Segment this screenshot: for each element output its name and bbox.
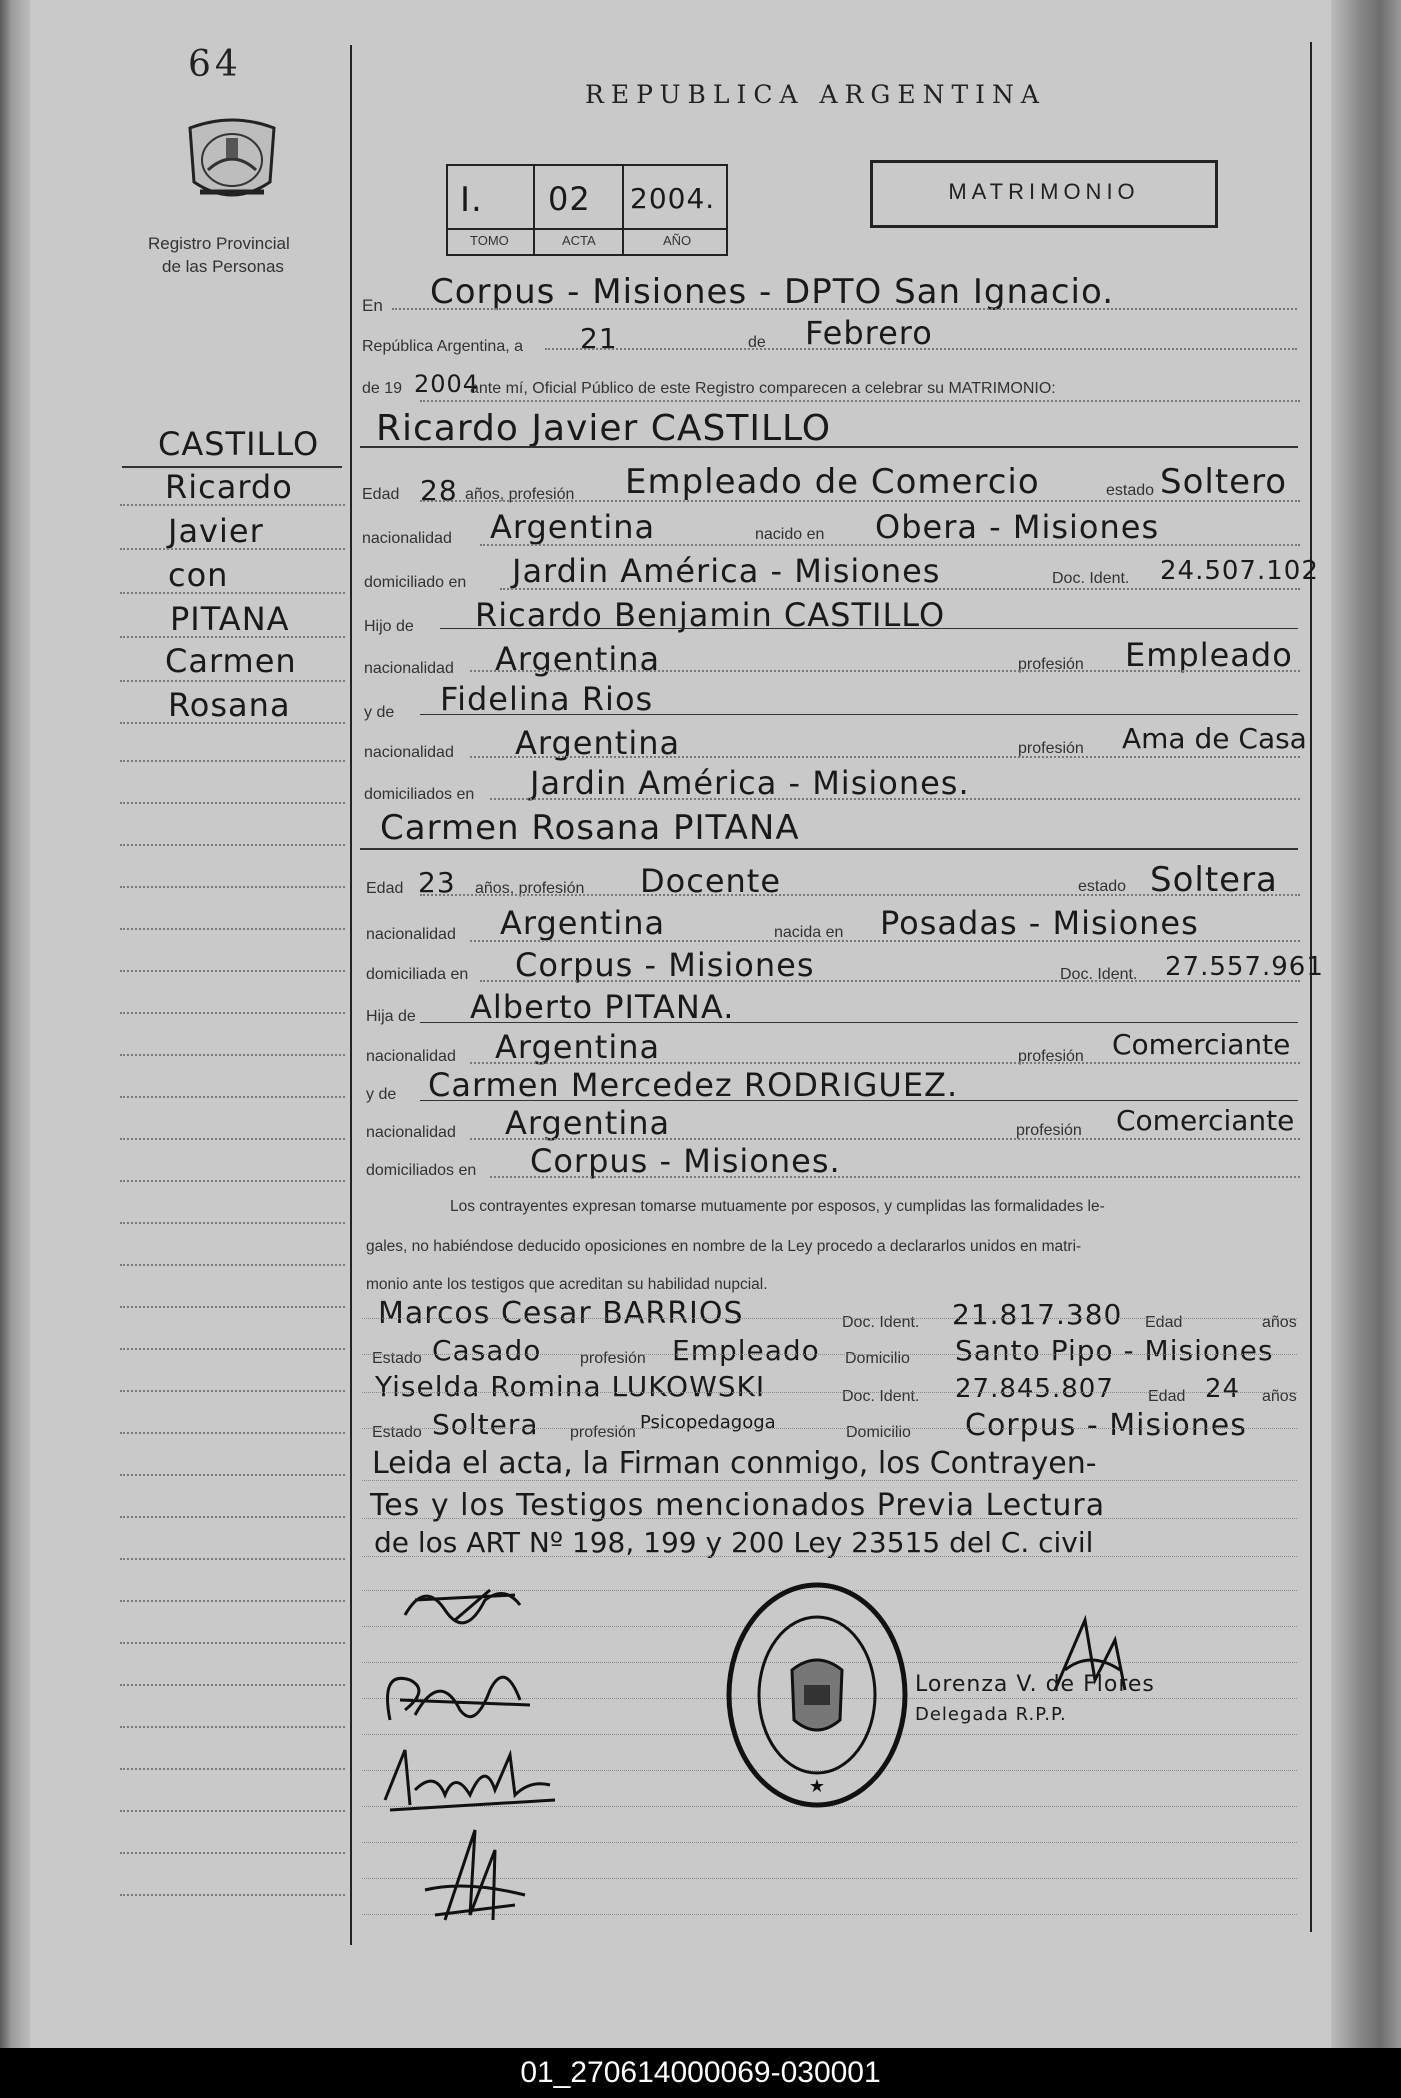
registry-line1: Registro Provincial — [148, 234, 290, 253]
groom-mother-prof-label: profesión — [1018, 740, 1084, 757]
margin-rule — [120, 1726, 345, 1728]
rule-line — [362, 1392, 1297, 1393]
dotted-line — [470, 940, 1300, 942]
witness2-doc-label: Doc. Ident. — [842, 1388, 920, 1405]
margin-rule — [120, 1642, 345, 1644]
margin-rule — [120, 1012, 345, 1014]
right-border — [1310, 42, 1312, 1932]
witness2-anos-label: años — [1262, 1388, 1297, 1405]
witness2-doc-number: 27.845.807 — [955, 1374, 1114, 1404]
margin-rule — [120, 970, 345, 972]
rule-line — [362, 1480, 1297, 1481]
book-spine — [0, 0, 30, 2048]
margin-rule — [120, 928, 345, 930]
margin-name-7: Rosana — [168, 686, 291, 724]
header-country: REPUBLICA ARGENTINA — [585, 80, 1046, 109]
dotted-line — [470, 1138, 1300, 1140]
bride-parents-domicile: Corpus - Misiones. — [530, 1142, 841, 1180]
groom-age: 28 — [420, 474, 458, 507]
official-name: Lorenza V. de Flores — [915, 1672, 1155, 1697]
witness1-marital-status: Casado — [432, 1334, 542, 1367]
bride-mother-prof-label: profesión — [1016, 1122, 1082, 1139]
rule-line — [362, 1428, 1297, 1429]
witness2-profession: Psicopedagoga — [640, 1412, 776, 1433]
margin-rule — [120, 680, 345, 682]
bride-estado-label: estado — [1078, 878, 1127, 895]
svg-text:★: ★ — [808, 1776, 826, 1797]
margin-rule — [120, 1096, 345, 1098]
dotted-line — [490, 1176, 1300, 1178]
groom-father-nac-label: nacionalidad — [364, 660, 454, 677]
official-title: Delegada R.P.P. — [915, 1704, 1067, 1725]
groom-domicile: Jardin América - Misiones — [512, 552, 941, 590]
margin-rule — [120, 1516, 345, 1518]
witness2-estado-label: Estado — [372, 1424, 422, 1441]
bride-father: Alberto PITANA. — [470, 988, 735, 1026]
dotted-line — [500, 588, 1300, 590]
margin-rule — [120, 722, 345, 724]
province-shield — [180, 110, 284, 215]
groom-father-profession: Empleado — [1125, 636, 1293, 674]
ano-value: 2004. — [630, 182, 716, 215]
signature-groom — [370, 1650, 540, 1745]
margin-name-4: con — [168, 556, 229, 594]
marriage-year: 2004 — [414, 370, 480, 398]
witness1-anos-label: años — [1262, 1314, 1297, 1331]
margin-rule — [120, 1600, 345, 1602]
bride-doc-number: 27.557.961 — [1165, 952, 1324, 982]
declaration-line-3: monio ante los testigos que acreditan su habilidad nupcial. — [366, 1276, 768, 1293]
groom-edad-label: Edad — [362, 486, 400, 503]
margin-rule — [120, 1180, 345, 1182]
signature-bride — [375, 1740, 565, 1825]
bride-nacida-label: nacida en — [774, 924, 844, 941]
witness2-domicile: Corpus - Misiones — [965, 1408, 1247, 1443]
margin-rule — [120, 760, 345, 762]
margin-rule — [120, 802, 345, 804]
margin-rule — [120, 1432, 345, 1434]
groom-birthplace: Obera - Misiones — [875, 508, 1160, 546]
bride-mother-nationality: Argentina — [505, 1104, 671, 1142]
closing-line-3: de los ART Nº 198, 199 y 200 Ley 23515 del C. civil — [374, 1526, 1094, 1559]
bride-father-nac-label: nacionalidad — [366, 1048, 456, 1065]
groom-marital-status: Soltero — [1160, 462, 1288, 502]
groom-parents-domicile: Jardin América - Misiones. — [530, 764, 970, 802]
margin-rule — [120, 1894, 345, 1896]
bride-birthplace: Posadas - Misiones — [880, 904, 1199, 942]
ano-label: AÑO — [663, 233, 692, 248]
bride-age: 23 — [418, 866, 456, 899]
bride-father-profession: Comerciante — [1112, 1028, 1291, 1061]
marriage-day: 21 — [580, 322, 618, 355]
groom-father: Ricardo Benjamin CASTILLO — [475, 596, 946, 634]
marriage-month: Febrero — [805, 314, 933, 352]
rule-line — [420, 1022, 1298, 1023]
witness1-estado-label: Estado — [372, 1350, 422, 1367]
acta-label: ACTA — [562, 233, 596, 248]
dotted-line — [420, 894, 1300, 896]
intro-text: ante mí, Oficial Público de este Registro comparecen a celebrar su MATRIMONIO: — [470, 380, 1056, 397]
margin-rule — [120, 636, 345, 638]
witness1-doc-label: Doc. Ident. — [842, 1314, 920, 1331]
groom-profesion-label: años, profesión — [465, 486, 575, 503]
margin-rule — [120, 1810, 345, 1812]
witness1-domicile: Santo Pipo - Misiones — [955, 1334, 1274, 1367]
signature-witness2 — [405, 1820, 545, 1935]
doc-type: MATRIMONIO — [948, 179, 1140, 204]
registry-line2: de las Personas — [162, 257, 284, 276]
margin-rule — [120, 886, 345, 888]
margin-rule — [120, 1474, 345, 1476]
margin-rule — [120, 1138, 345, 1140]
rule-line — [440, 628, 1298, 629]
closing-line-1: Leida el acta, la Firman conmigo, los Contrayen- — [372, 1446, 1097, 1481]
margin-rule — [120, 1306, 345, 1308]
margin-name-5: PITANA — [170, 600, 290, 638]
dotted-line — [392, 308, 1297, 310]
margin-name-2: Ricardo — [165, 468, 293, 506]
groom-doc-number: 24.507.102 — [1160, 556, 1319, 586]
bride-hija-label: Hija de — [366, 1008, 416, 1025]
margin-name-1: CASTILLO — [158, 425, 320, 463]
groom-mother-nac-label: nacionalidad — [364, 744, 454, 761]
dotted-line — [490, 798, 1300, 800]
bride-profesion-label: años, profesión — [475, 880, 585, 897]
margin-rule — [120, 548, 345, 550]
page-number: 64 — [188, 44, 242, 85]
margin-rule — [120, 1558, 345, 1560]
bride-edad-label: Edad — [366, 880, 404, 897]
en-label: En — [362, 296, 383, 315]
margin-rule — [120, 1390, 345, 1392]
groom-estado-label: estado — [1106, 482, 1155, 499]
witness2-marital-status: Soltera — [432, 1408, 539, 1441]
groom-mother-nationality: Argentina — [515, 724, 681, 762]
bride-profession: Docente — [640, 862, 782, 900]
bride-yde-label: y de — [366, 1086, 397, 1103]
declaration-line-1: Los contrayentes expresan tomarse mutuamente por esposos, y cumplidas las formalidades le- — [450, 1198, 1105, 1215]
margin-rule — [120, 504, 345, 506]
margin-rule — [120, 1768, 345, 1770]
bride-domicile: Corpus - Misiones — [515, 946, 815, 984]
section-rule — [360, 848, 1298, 850]
marriage-place: Corpus - Misiones - DPTO San Ignacio. — [430, 272, 1114, 312]
tomo-value: I. — [460, 180, 483, 220]
rule-line — [362, 1556, 1297, 1557]
bride-father-nationality: Argentina — [495, 1028, 661, 1066]
groom-father-prof-label: profesión — [1018, 656, 1084, 673]
bride-nac-label: nacionalidad — [366, 926, 456, 943]
margin-rule — [120, 1264, 345, 1266]
bride-dom-label: domiciliada en — [366, 966, 469, 983]
declaration-line-2: gales, no habiéndose deducido oposiciones en nombre de la Ley procedo a declararlos unidos en matri- — [366, 1238, 1082, 1255]
groom-hijo-label: Hijo de — [364, 618, 414, 635]
acta-value: 02 — [548, 180, 591, 218]
witness1-edad-label: Edad — [1145, 1314, 1183, 1331]
bride-mother-nac-label: nacionalidad — [366, 1124, 456, 1141]
margin-divider — [350, 45, 352, 1945]
margin-rule — [120, 1852, 345, 1854]
bride-nationality: Argentina — [500, 904, 666, 942]
groom-mother: Fidelina Rios — [440, 680, 654, 718]
witness1-doc-number: 21.817.380 — [952, 1298, 1123, 1331]
page-edges — [1331, 0, 1401, 2048]
bride-name: Carmen Rosana PITANA — [380, 808, 800, 848]
rule-line — [362, 1518, 1297, 1519]
witness1-prof-label: profesión — [580, 1350, 646, 1367]
doc-type-box — [870, 160, 1218, 228]
witness2-dom-label: Domicilio — [846, 1424, 911, 1441]
groom-dom-label: domiciliado en — [364, 574, 467, 591]
margin-rule — [120, 1348, 345, 1350]
groom-nationality: Argentina — [490, 508, 656, 546]
groom-nacido-label: nacido en — [755, 526, 825, 543]
margin-name-6: Carmen — [165, 642, 297, 680]
groom-yde-label: y de — [364, 704, 395, 721]
margin-rule — [120, 592, 345, 594]
signature-witness1 — [395, 1570, 535, 1635]
rule-line — [420, 1100, 1298, 1101]
republica-label: República Argentina, a — [362, 338, 523, 355]
bride-doc-label: Doc. Ident. — [1060, 966, 1138, 983]
dotted-line — [480, 544, 1300, 546]
witness2-prof-label: profesión — [570, 1424, 636, 1441]
dotted-line — [480, 980, 1300, 982]
bride-marital-status: Soltera — [1150, 860, 1278, 900]
dotted-line — [420, 500, 1300, 502]
groom-profession: Empleado de Comercio — [625, 462, 1040, 502]
rule-line — [420, 714, 1298, 715]
groom-nac-label: nacionalidad — [362, 530, 452, 547]
section-rule — [360, 446, 1298, 448]
bride-mother: Carmen Mercedez RODRIGUEZ. — [428, 1066, 959, 1104]
groom-parents-dom-label: domiciliados en — [364, 786, 475, 803]
groom-doc-label: Doc. Ident. — [1052, 570, 1130, 587]
margin-rule — [120, 844, 345, 846]
margin-name-3: Javier — [168, 512, 264, 550]
rule-line — [362, 1318, 1297, 1319]
groom-name: Ricardo Javier CASTILLO — [376, 408, 832, 449]
witness2-age: 24 — [1205, 1374, 1241, 1404]
margin-rule — [120, 1684, 345, 1686]
dotted-line — [470, 1062, 1300, 1064]
dotted-line — [545, 348, 1297, 350]
dotted-line — [420, 400, 1300, 402]
witness2-name: Yiselda Romina LUKOWSKI — [375, 1370, 766, 1403]
tomo-label: TOMO — [470, 233, 509, 248]
witness1-profession: Empleado — [672, 1334, 820, 1367]
witness2-edad-label: Edad — [1148, 1388, 1186, 1405]
groom-father-nationality: Argentina — [495, 640, 661, 678]
record-box — [446, 164, 728, 256]
witness1-dom-label: Domicilio — [845, 1350, 910, 1367]
margin-rule — [120, 1222, 345, 1224]
bride-father-prof-label: profesión — [1018, 1048, 1084, 1065]
witness1-name: Marcos Cesar BARRIOS — [378, 1296, 744, 1331]
scan-id: 01_270614000069-030001 — [0, 2048, 1401, 2098]
official-stamp — [722, 1580, 912, 1815]
rule-line — [362, 1354, 1297, 1355]
margin-rule — [120, 1054, 345, 1056]
dotted-line — [470, 670, 1300, 672]
de-label: de — [748, 334, 766, 351]
groom-mother-profession: Ama de Casa — [1122, 722, 1307, 755]
closing-line-2: Tes y los Testigos mencionados Previa Lectura — [370, 1488, 1106, 1523]
bride-mother-profession: Comerciante — [1116, 1104, 1295, 1137]
bride-parents-dom-label: domiciliados en — [366, 1162, 477, 1179]
de-year-label: de 19 — [362, 380, 403, 397]
dotted-line — [470, 756, 1300, 758]
